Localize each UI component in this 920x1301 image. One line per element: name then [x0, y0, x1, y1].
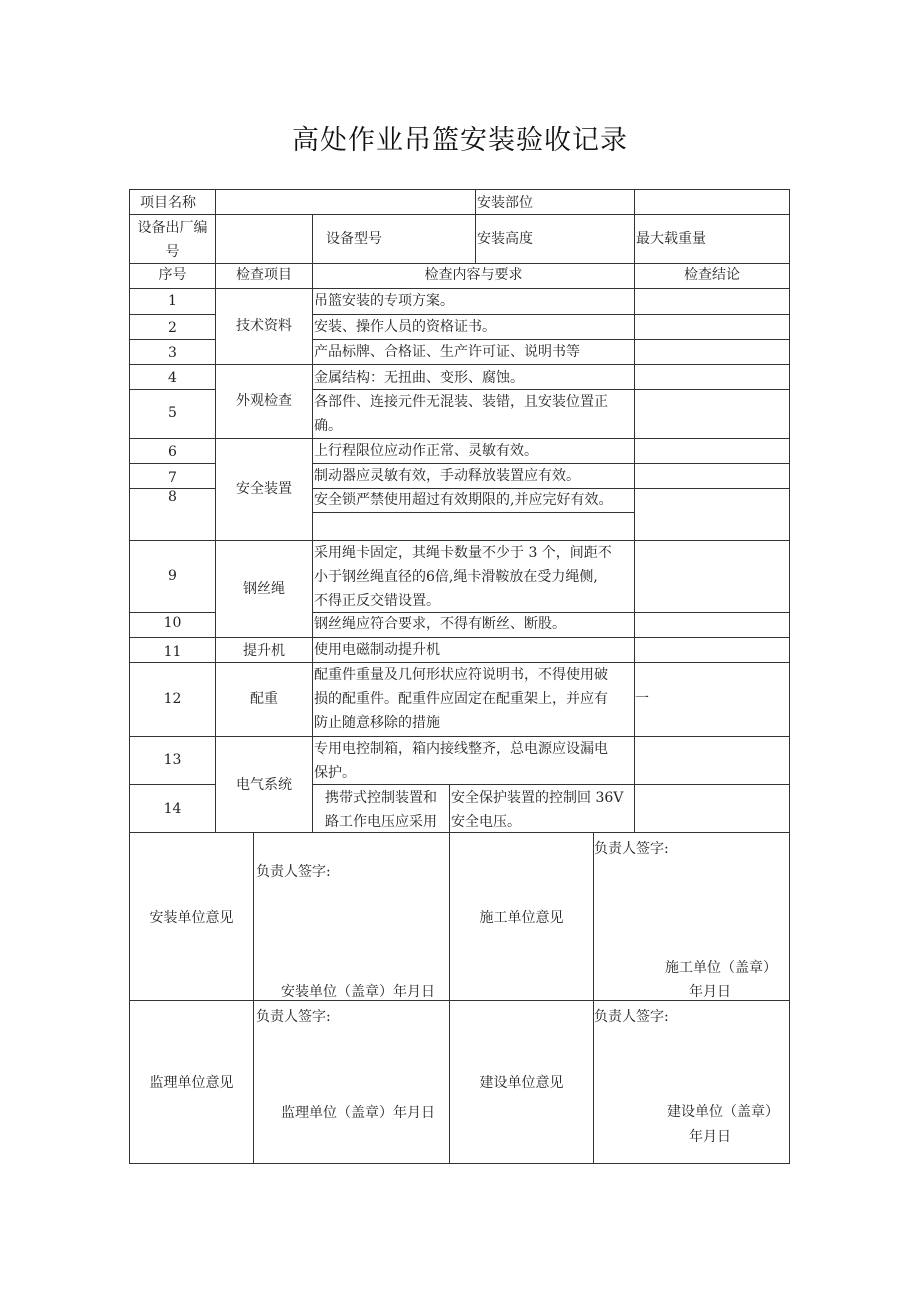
category-tech: 技术资料 [236, 318, 292, 334]
row-content-line: 防止随意移除的措施 [314, 715, 440, 731]
row-number: 9 [168, 568, 177, 584]
grid-line [129, 288, 790, 289]
grid-line [253, 832, 254, 1164]
grid-line [449, 832, 450, 1164]
grid-line [312, 214, 313, 264]
install-seal-label: 安装单位（盖章）年月日 [281, 984, 435, 1000]
install-location-label: 安装部位 [477, 195, 533, 211]
row-content [314, 390, 608, 438]
grid-line [634, 288, 635, 833]
grid-line [789, 189, 790, 1164]
column-header-content: 检查内容与要求 [424, 267, 523, 283]
install-height-label: 安装高度 [477, 231, 533, 247]
column-header-seq: 序号 [158, 267, 187, 283]
row-content-part-b [451, 786, 623, 834]
row-content-line: 携带式控制装置和 [325, 790, 437, 806]
row-content-line: 路工作电压应采用 [325, 814, 437, 830]
install-sign-label: 负责人签字: [256, 864, 331, 880]
project-name-label: 项目名称 [140, 195, 196, 211]
row-number: 13 [163, 752, 182, 768]
column-header-item: 检查项目 [236, 267, 292, 283]
row-content-line: 小于钢丝绳直径的6倍,绳卡滑鞍放在受力绳侧, [314, 569, 598, 585]
row-content-line: 确。 [314, 418, 342, 434]
grid-line [129, 784, 215, 785]
row-number: 7 [168, 470, 177, 486]
grid-line [129, 364, 790, 365]
row-content: 安装、操作人员的资格证书。 [314, 319, 496, 335]
supervision-opinion-label: 监理单位意见 [149, 1075, 234, 1091]
grid-line [129, 189, 790, 190]
row-number: 6 [168, 444, 177, 460]
row-content-line: 采用绳卡固定，其绳卡数量不少于 3 个，间距不 [314, 545, 612, 561]
category-rope: 钢丝绳 [243, 581, 285, 597]
grid-line [129, 1163, 790, 1164]
row-content-line: 不得正反交错设置。 [314, 593, 440, 609]
factory-no-line-1: 设备出厂编 [137, 220, 208, 236]
row-content-part-a [325, 786, 437, 834]
row-number: 14 [163, 801, 182, 817]
owner-opinion-label: 建设单位意见 [479, 1075, 564, 1091]
row-content: 制动器应灵敏有效，手动释放装置应有效。 [314, 468, 580, 484]
row-content-line: 专用电控制箱，箱内接线整齐，总电源应设漏电 [314, 741, 608, 757]
factory-no-label [130, 216, 215, 264]
grid-line [129, 314, 215, 315]
owner-seal-label: 建设单位（盖章） [667, 1104, 779, 1120]
category-appearance: 外观检查 [236, 393, 292, 409]
category-electrical: 电气系统 [236, 777, 292, 793]
grid-line [312, 512, 634, 513]
row-content: 产品标牌、合格证、生产许可证、说明书等 [314, 344, 580, 360]
row-content [314, 541, 612, 613]
supervision-sign-label: 负责人签字: [256, 1009, 331, 1025]
max-load-label: 最大载重量 [636, 231, 706, 247]
grid-line [312, 263, 313, 833]
row-number: 4 [168, 370, 177, 386]
factory-no-line-2: 号 [165, 244, 180, 260]
grid-line [475, 189, 476, 264]
supervision-seal-label: 监理单位（盖章）年月日 [281, 1105, 435, 1121]
row-overflow-mark: 一 [635, 691, 649, 707]
row-content-line: 各部件、连接元件无混装、装错，且安装位置正 [314, 394, 608, 410]
construction-date-label: 年月日 [689, 984, 731, 1000]
install-opinion-label: 安装单位意见 [149, 910, 234, 926]
row-content-line: 配重件重量及几何形状应符说明书，不得使用破 [314, 667, 608, 683]
row-content [314, 663, 608, 735]
category-hoist: 提升机 [243, 643, 285, 659]
row-content: 钢丝绳应符合要求，不得有断丝、断股。 [314, 616, 566, 632]
grid-line [449, 784, 450, 833]
row-number: 10 [163, 615, 182, 631]
row-number: 12 [163, 691, 182, 707]
column-header-result: 检查结论 [684, 267, 740, 283]
page-title: 高处作业吊篮安装验收记录 [292, 125, 628, 156]
row-content-line: 安全保护装置的控制回 36V [451, 790, 624, 806]
grid-line [129, 637, 790, 638]
grid-line [593, 832, 594, 1164]
row-number: 1 [168, 293, 177, 309]
row-content-line: 安全电压。 [451, 814, 521, 830]
grid-line [129, 214, 790, 215]
owner-sign-label: 负责人签字: [594, 1009, 669, 1025]
row-number: 3 [168, 345, 177, 361]
row-number: 2 [168, 320, 177, 336]
construction-opinion-label: 施工单位意见 [479, 910, 564, 926]
construction-sign-label: 负责人签字: [594, 841, 669, 857]
row-number: 11 [163, 644, 182, 660]
category-counterweight: 配重 [250, 691, 278, 707]
row-number: 5 [168, 405, 177, 421]
row-content: 金属结构：无扭曲、变形、腐蚀。 [314, 370, 524, 386]
row-content: 使用电磁制动提升机 [314, 642, 440, 658]
row-content [314, 737, 608, 785]
row-content-line: 保护。 [314, 765, 356, 781]
row-content: 吊篮安装的专项方案。 [314, 293, 454, 309]
model-label: 设备型号 [326, 231, 382, 247]
category-safety: 安全装置 [236, 481, 292, 497]
construction-seal-label: 施工单位（盖章） [665, 960, 777, 976]
row-content: 安全锁严禁使用超过有效期限的,并应完好有效。 [314, 492, 613, 508]
row-number: 8 [168, 489, 177, 505]
row-content: 上行程限位应动作正常、灵敏有效。 [314, 443, 538, 459]
row-content-line: 损的配重件。配重件应固定在配重架上，并应有 [314, 691, 608, 707]
owner-date-label: 年月日 [689, 1129, 731, 1145]
